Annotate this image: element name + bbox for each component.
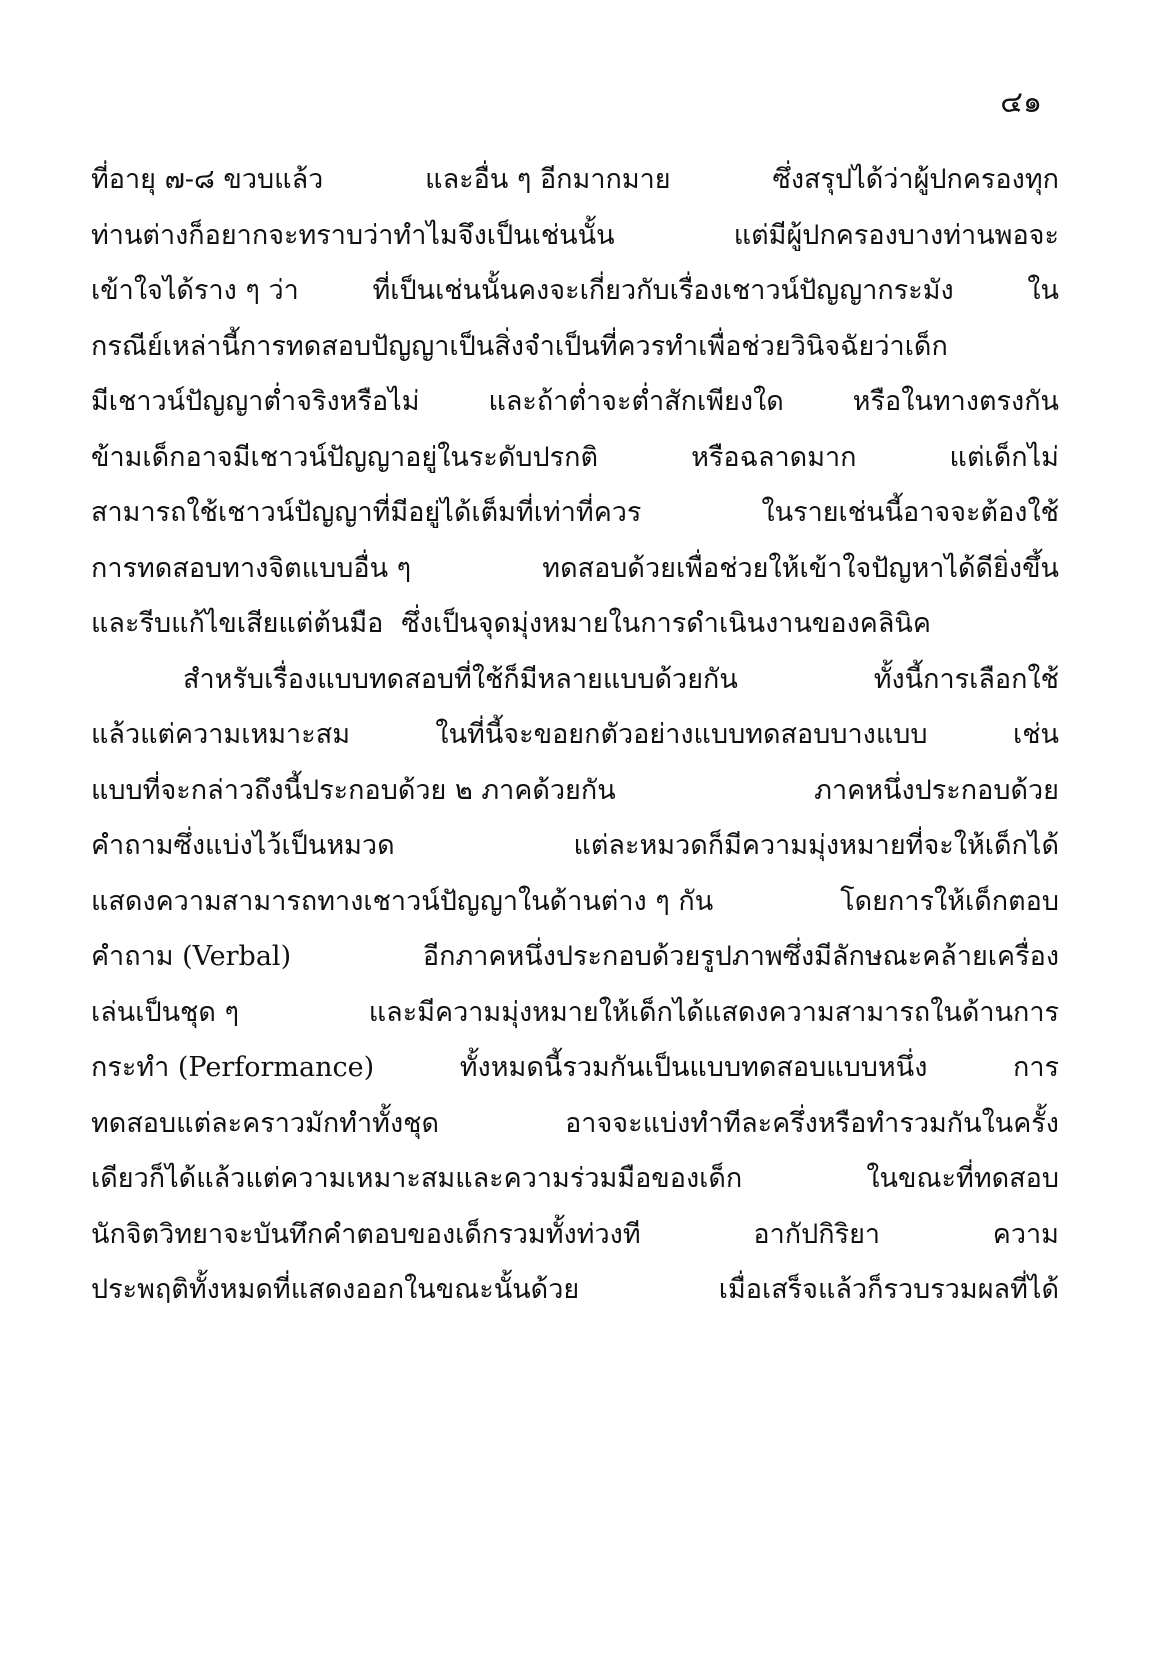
text-line [91,763,1059,819]
text-segment: ภาคหนึ่งประกอบด้วย [814,774,1059,806]
text-segment: หรือในทางตรงกัน [852,386,1059,417]
text-segment: ที่อายุ ๗-๘ ขวบแล้ว [91,164,324,195]
text-segment: อากัปกิริยา [753,1218,881,1250]
text-segment: ข้ามเด็กอาจมีเชาวน์ปัญญาอยู่ในระดับปรกติ [91,441,599,473]
text-line [91,1262,1059,1318]
text-segment: และถ้าต่ำจะต่ำสักเพียงใด [488,386,784,417]
text-segment: คำถามซึ่งแบ่งไว้เป็นหมวด [91,830,395,861]
text-segment: อีกภาคหนึ่งประกอบด้วยรูปภาพซึ่งมีลักษณะคล้ายเครื่อง [422,941,1059,972]
text-line [91,263,1059,319]
text-segment: ทั้งหมดนี้รวมกันเป็นแบบทดสอบแบบหนึ่ง [459,1052,928,1083]
text-segment: ในที่นี้จะขอยกตัวอย่างแบบทดสอบบางแบบ [435,719,928,750]
text-line [91,1207,1059,1263]
text-line [91,707,1059,763]
text-line [91,1040,1059,1096]
text-line [91,929,1059,985]
text-line [91,1096,1059,1152]
text-line [91,152,1059,208]
text-segment: การ [1012,1052,1059,1083]
text-segment: และอื่น ๆ อีกมากมาย [425,164,671,195]
text-segment: กรณีย์เหล่านี้การทดสอบปัญญาเป็นสิ่งจำเป็นที่ควรทำเพื่อช่วยวินิจฉัยว่าเด็ก [91,330,948,362]
text-segment: เดียวก็ได้แล้วแต่ความเหมาะสมและความร่วมมือของเด็ก [91,1163,743,1194]
text-segment: ในรายเช่นนี้อาจจะต้องใช้ [761,497,1059,528]
text-line [91,652,1059,708]
text-segment: การทดสอบทางจิตแบบอื่น ๆ [91,552,412,584]
text-line [91,319,1059,375]
text-line [91,485,1059,541]
text-line [91,541,1059,597]
text-segment: ประพฤติทั้งหมดที่แสดงออกในขณะนั้นด้วย [91,1274,580,1305]
text-segment: หรือฉลาดมาก [691,441,857,473]
text-line [91,985,1059,1041]
text-segment: แบบที่จะกล่าวถึงนี้ประกอบด้วย ๒ ภาคด้วยกัน [91,774,616,806]
text-segment: ทดสอบด้วยเพื่อช่วยให้เข้าใจปัญหาได้ดียิ่งขึ้น [542,552,1059,584]
text-segment: ความ [992,1218,1059,1250]
text-segment: แต่เด็กไม่ [949,441,1059,473]
text-segment: และรีบแก้ไขเสียแต่ต้นมือ [91,608,384,639]
text-segment: เช่น [1012,719,1059,750]
text-segment: ทั้งนี้การเลือกใช้ [873,663,1059,695]
text-line [91,430,1059,486]
text-segment: เข้าใจได้ราง ๆ ว่า [91,275,299,306]
text-line [91,874,1059,930]
text-segment: และมีความมุ่งหมายให้เด็กได้แสดงความสามารถในด้านการ [368,996,1059,1028]
text-segment: สำหรับเรื่องแบบทดสอบที่ใช้ก็มีหลายแบบด้วยกัน [183,663,738,695]
text-segment: โดยการให้เด็กตอบ [840,885,1059,917]
text-segment: ที่เป็นเช่นนั้นคงจะเกี่ยวกับเรื่องเชาวน์ปัญญากระมัง [372,275,954,306]
text-segment: ในขณะที่ทดสอบ [866,1163,1059,1194]
text-line [91,596,1059,652]
text-segment: สามารถใช้เชาวน์ปัญญาที่มีอยู่ได้เต็มที่เท่าที่ควร [91,497,642,528]
page-number: ๔๑ [1000,85,1042,120]
text-segment: ซึ่งสรุปได้ว่าผู้ปกครองทุก [772,164,1059,195]
text-line [91,818,1059,874]
text-block [91,152,1059,1318]
text-segment: แล้วแต่ความเหมาะสม [91,719,350,750]
text-segment: เมื่อเสร็จแล้วก็รวบรวมผลที่ได้ [718,1274,1059,1305]
text-segment: ทดสอบแต่ละคราวมักทำทั้งชุด [91,1107,439,1139]
text-segment: ซึ่งเป็นจุดมุ่งหมายในการดำเนินงานของคลินิค [401,608,931,639]
text-segment: อาจจะแบ่งทำทีละครึ่งหรือทำรวมกันในครั้ง [565,1107,1059,1139]
text-segment: นักจิตวิทยาจะบันทึกคำตอบของเด็กรวมทั้งท่วงที [91,1218,641,1250]
text-segment: ท่านต่างก็อยากจะทราบว่าทำไมจึงเป็นเช่นนั้น [91,219,615,251]
text-segment: เล่นเป็นชุด ๆ [91,996,239,1028]
text-line [91,1151,1059,1207]
text-segment: กระทำ (Performance) [91,1052,375,1083]
text-segment: แต่มีผู้ปกครองบางท่านพอจะ [733,219,1059,251]
text-segment: แสดงความสามารถทางเชาวน์ปัญญาในด้านต่าง ๆ กัน [91,885,714,917]
text-line [91,208,1059,264]
text-line [91,374,1059,430]
text-segment: ใน [1027,275,1059,306]
text-segment: คำถาม (Verbal) [91,941,292,972]
text-segment: แต่ละหมวดก็มีความมุ่งหมายที่จะให้เด็กได้ [573,830,1059,861]
text-segment: มีเชาวน์ปัญญาต่ำจริงหรือไม่ [91,386,420,417]
